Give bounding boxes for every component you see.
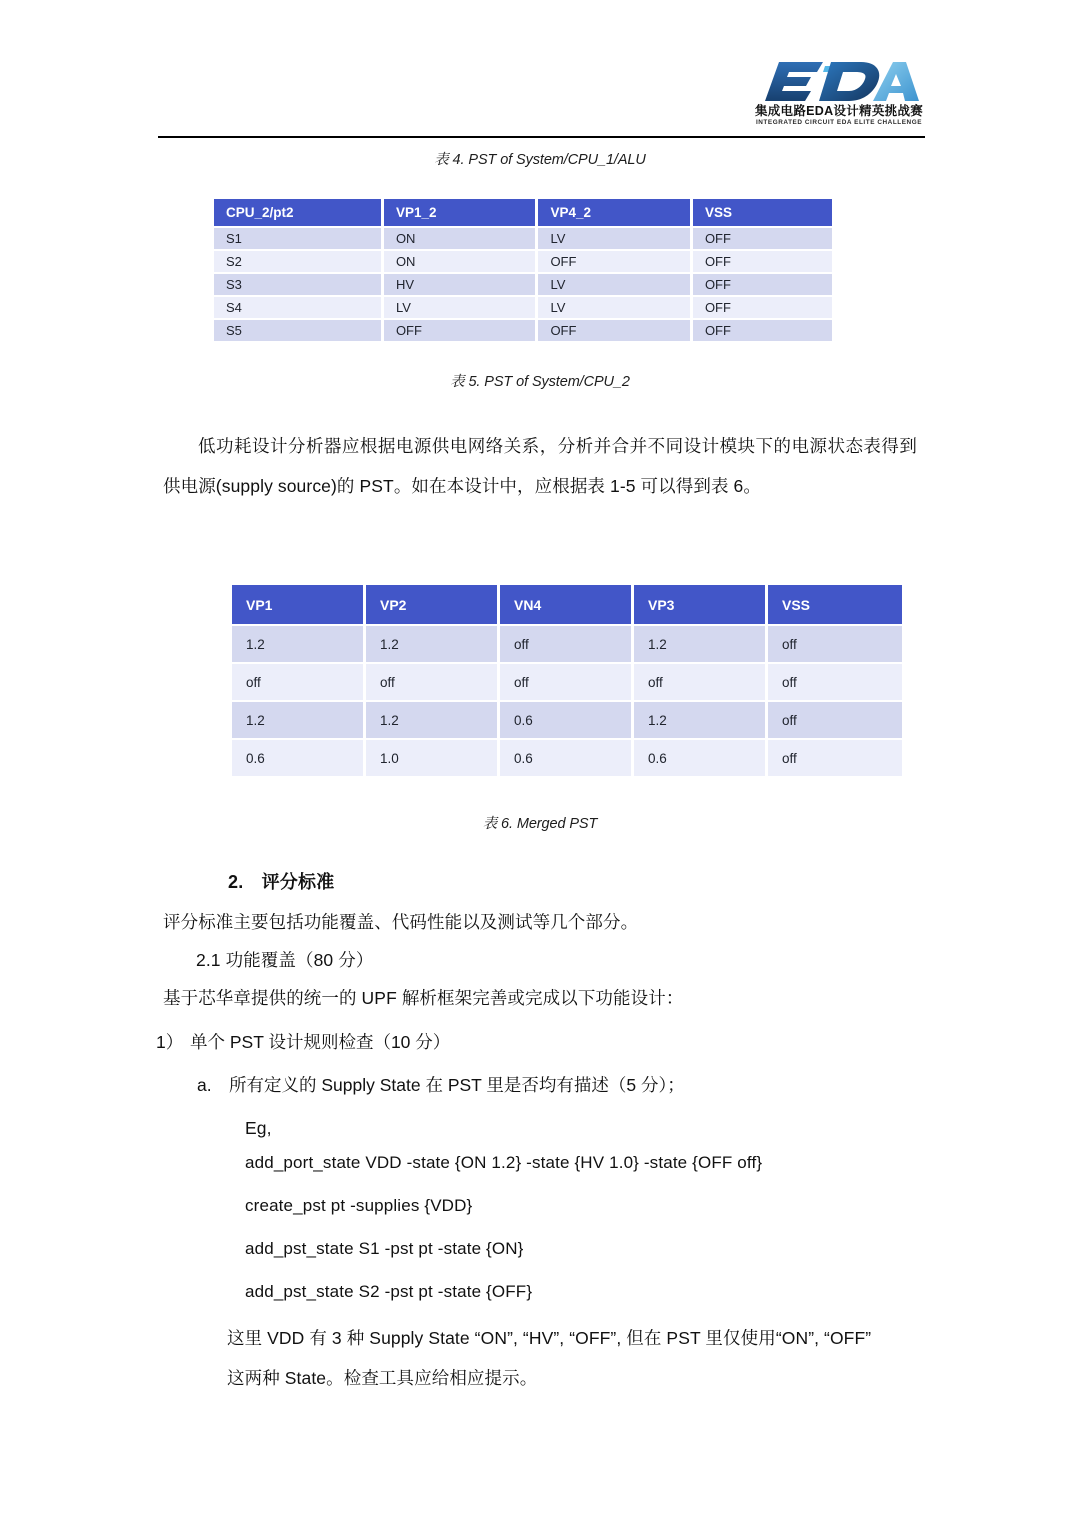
column-header: VN4 xyxy=(500,585,634,626)
page-header xyxy=(0,0,1080,140)
code-line-add-pst-state-s1: add_pst_state S1 -pst pt -state {ON} xyxy=(245,1239,524,1258)
table-row xyxy=(214,297,832,320)
cell: LV xyxy=(384,297,539,320)
cell: OFF xyxy=(384,320,539,341)
cell: S1 xyxy=(214,228,384,251)
header-divider xyxy=(158,136,925,138)
cell: 1.2 xyxy=(366,626,500,664)
column-header: VSS xyxy=(693,199,832,228)
cell: OFF xyxy=(693,320,832,341)
cell: LV xyxy=(538,297,693,320)
table-row xyxy=(232,702,902,740)
table-merged-pst xyxy=(232,585,902,776)
cell: OFF xyxy=(538,320,693,341)
column-header: VP3 xyxy=(634,585,768,626)
caption-table-6: 表 6. Merged PST xyxy=(482,816,598,832)
closing-text-line-2: 这两种 State。检查工具应给相应提示。 xyxy=(227,1368,538,1388)
list-item-1a xyxy=(197,1065,685,1105)
table-row xyxy=(214,251,832,274)
cell: LV xyxy=(538,274,693,297)
logo-en-tagline: INTEGRATED CIRCUIT EDA ELITE CHALLENGE xyxy=(755,118,923,126)
cell: OFF xyxy=(693,251,832,274)
section-heading-2: 2. 评分标准 xyxy=(228,872,335,892)
list-marker: a. xyxy=(197,1075,212,1095)
table-row xyxy=(214,228,832,251)
cell: off xyxy=(768,626,902,664)
cell: off xyxy=(232,664,366,702)
cell: HV xyxy=(384,274,539,297)
cell: off xyxy=(768,664,902,702)
cell: 1.2 xyxy=(634,702,768,740)
cell: OFF xyxy=(693,228,832,251)
subsection-heading-2-1: 2.1 功能覆盖（80 分） xyxy=(196,950,374,970)
column-header: VSS xyxy=(768,585,902,626)
cell: 1.0 xyxy=(366,740,500,776)
cell: 1.2 xyxy=(232,626,366,664)
cell: LV xyxy=(538,228,693,251)
section-intro-text: 评分标准主要包括功能覆盖、代码性能以及测试等几个部分。 xyxy=(163,912,639,932)
cell: off xyxy=(768,702,902,740)
table-header-row xyxy=(232,585,902,626)
code-line-create-pst: create_pst pt -supplies {VDD} xyxy=(245,1196,473,1215)
code-line-add-port-state: add_port_state VDD -state {ON 1.2} -state {HV 1.0} -state {OFF off} xyxy=(245,1153,763,1172)
cell: off xyxy=(634,664,768,702)
paragraph-merged-pst-explanation: 低功耗设计分析器应根据电源供电网络关系，分析并合并不同设计模块下的电源状态表得到供电源(supply source)的 PST。如在本设计中，应根据表 1-5 可以得到表 6。 xyxy=(163,436,917,496)
caption-table-5: 表 5. PST of System/CPU_2 xyxy=(450,374,630,390)
cell: 0.6 xyxy=(500,740,634,776)
closing-text-line-1: 这里 VDD 有 3 种 Supply State “ON”, “HV”, “OFF”, 但在 PST 里仅使用“ON”, “OFF” xyxy=(227,1328,872,1348)
subsection-intro-text: 基于芯华章提供的统一的 UPF 解析框架完善或完成以下功能设计： xyxy=(163,988,684,1008)
table-header-row xyxy=(214,199,832,228)
cell: OFF xyxy=(693,274,832,297)
list-item-label: 单个 PST 设计规则检查（10 分） xyxy=(190,1032,451,1052)
table-row xyxy=(232,664,902,702)
cell: S4 xyxy=(214,297,384,320)
table-pst-cpu2 xyxy=(214,199,832,341)
cell: off xyxy=(500,626,634,664)
cell: S5 xyxy=(214,320,384,341)
cell: ON xyxy=(384,228,539,251)
eda-challenge-logo xyxy=(753,58,925,126)
cell: 0.6 xyxy=(634,740,768,776)
cell: off xyxy=(500,664,634,702)
table-row xyxy=(232,626,902,664)
cell: ON xyxy=(384,251,539,274)
column-header: VP1 xyxy=(232,585,366,626)
cell: OFF xyxy=(538,251,693,274)
list-item-1 xyxy=(156,1022,450,1062)
column-header: VP1_2 xyxy=(384,199,539,228)
table-row xyxy=(232,740,902,776)
cell: S3 xyxy=(214,274,384,297)
list-marker: 1） xyxy=(156,1032,184,1052)
table-row xyxy=(214,320,832,341)
column-header: VP4_2 xyxy=(538,199,693,228)
cell: 0.6 xyxy=(500,702,634,740)
cell: off xyxy=(366,664,500,702)
cell: OFF xyxy=(693,297,832,320)
code-line-add-pst-state-s2: add_pst_state S2 -pst pt -state {OFF} xyxy=(245,1282,533,1301)
cell: off xyxy=(768,740,902,776)
table-row xyxy=(214,274,832,297)
cell: 1.2 xyxy=(232,702,366,740)
column-header: CPU_2/pt2 xyxy=(214,199,384,228)
cell: 1.2 xyxy=(366,702,500,740)
list-item-label: 所有定义的 Supply State 在 PST 里是否均有描述（5 分）； xyxy=(229,1075,685,1095)
column-header: VP2 xyxy=(366,585,500,626)
logo-cn-tagline: 集成电路EDA设计精英挑战赛 xyxy=(754,104,924,118)
caption-table-4: 表 4. PST of System/CPU_1/ALU xyxy=(434,152,646,168)
example-label: Eg, xyxy=(245,1118,272,1138)
cell: 1.2 xyxy=(634,626,768,664)
cell: 0.6 xyxy=(232,740,366,776)
cell: S2 xyxy=(214,251,384,274)
eda-wordmark-icon xyxy=(753,58,925,104)
